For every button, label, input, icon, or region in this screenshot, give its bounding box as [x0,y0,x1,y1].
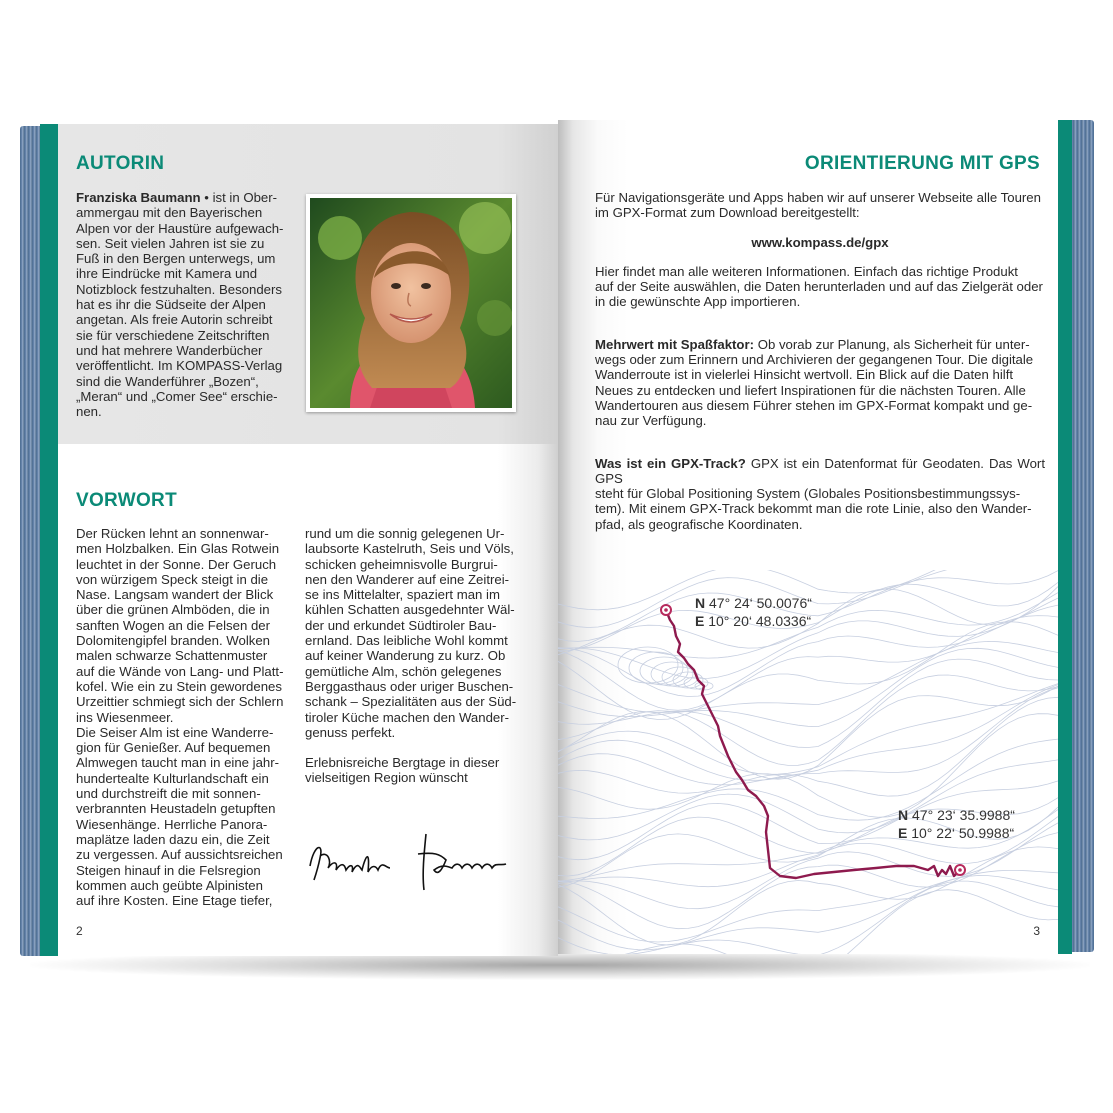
author-portrait-image [310,198,512,408]
foreword-line: rund um die sonnig gelegenen Ur- [305,526,505,541]
author-line: veröffentlicht. Im KOMPASS-Verlag [76,358,283,374]
gps-heading: ORIENTIERUNG MIT GPS [804,153,1040,174]
left-page [58,124,558,956]
gpx-line: GPX ist ein Datenformat für Geodaten. Das Wort GPS [595,455,1045,486]
foreword-closing-line: vielseitigen Region wünscht [305,770,468,786]
foreword-line: Der Rücken lehnt an sonnenwar- [76,526,269,541]
gpx-line: tem). Mit einem GPX-Track bekommt man die rote Linie, also den Wander- [595,501,1032,517]
foreword-line: nen den Wanderer auf eine Zeitrei- [305,571,510,587]
foreword-line: Dolomitengipfel branden. Wolken [76,633,271,649]
foreword-line: Steigen hinauf in die Felsregion [76,862,261,878]
mehrwert-line: Wanderroute ist in vielerlei Hinsicht wertvoll. Ein Blick auf die Daten hilft [595,367,1014,383]
author-heading: AUTORIN [76,153,165,174]
author-line: Fuß in den Bergen unterwegs, um [76,251,276,267]
author-line: sen. Seit vielen Jahren ist sie zu [76,235,265,251]
right-page-number: 3 [1033,924,1040,938]
foreword-line: Die Seiser Alm ist eine Wanderre- [76,724,274,740]
foreword-line: gion für Genießer. Auf bequemen [76,740,271,756]
foreword-line: Nase. Langsam wandert der Blick [76,587,274,603]
foreword-line: maplätze laden dazu ein, die Zeit [76,831,270,847]
author-text [76,190,298,419]
foreword-line: genuss perfekt. [305,724,396,740]
foreword-column-1 [76,526,292,908]
foreword-line: sanften Wogen an die Felsen der [76,617,271,633]
end-coordinates: N 47° 23‘ 35.9988“ E 10° 22‘ 50.9988“ [898,807,1015,841]
author-photo [306,194,516,412]
author-signature [306,824,516,894]
foreword-line: gemütliche Alm, schön gelegenes [305,663,502,679]
author-name: Franziska Baumann [76,190,201,205]
left-accent-strip [40,124,58,956]
mehrwert-line: Ob vorab zur Planung, als Sicherheit für unter- [757,336,1030,352]
mehrwert-line: Neues zu entdecken und liefert Inspirationen für die nächsten Touren. Alle [595,382,1026,398]
end-lat: 47° 23‘ 35.9988“ [912,807,1015,823]
info-line: auf der Seite auswählen, die Daten herunterladen und auf das Zielgerät oder [595,279,1043,295]
mehrwert-line: wegs oder zum Erinnern und Archivieren der gegangenen Tour. Die digitale [595,352,1034,368]
foreword-column-2 [305,526,520,786]
gps-intro [595,190,1045,532]
gpx-line: pfad, als geografische Koordinaten. [595,516,803,532]
foreword-line: auf ihre Kosten. Eine Etage tiefer, [76,893,273,909]
foreword-heading: VORWORT [76,490,177,511]
foreword-line: ins Wiesenmeer. [76,709,174,725]
author-line: ihre Eindrücke mit Kamera und [76,266,258,282]
foreword-line: men Holzbalken. Ein Glas Rotwein [76,541,280,557]
author-line: nen. [76,404,102,420]
author-line: angetan. Als freie Autorin schreibt [76,312,273,328]
author-line: ist in Ober- [212,190,278,205]
intro-line: im GPX-Format zum Download bereitgestellt: [595,205,860,221]
end-lon: 10° 22‘ 50.9988“ [911,825,1015,841]
foreword-line: Wiesenhänge. Herrliche Panora- [76,816,268,832]
gpx-url[interactable]: www.kompass.de/gpx [751,234,889,250]
mehrwert-label: Mehrwert mit Spaßfaktor: [595,336,755,352]
author-line: sie für verschiedene Zeitschriften [76,327,270,343]
mehrwert-paragraph [595,337,1045,429]
mehrwert-line: Wandertouren aus diesem Führer stehen im GPX-Format kompakt und ge- [595,397,1033,413]
mehrwert-line: nau zur Verfügung. [595,413,707,429]
gpx-label: Was ist ein GPX-Track? [595,455,746,471]
foreword-line: leuchtet in der Sonne. Der Geruch [76,556,277,572]
right-page [558,120,1058,954]
info-line: Hier findet man alle weiteren Informationen. Einfach das richtige Produkt [595,263,1018,279]
foreword-closing-line: Erlebnisreiche Bergtage in dieser [305,755,500,771]
foreword-line: schank – Spezialitäten aus der Süd- [305,694,517,710]
foreword-line: auf keiner Wanderung zu kurz. Ob [305,648,506,664]
foreword-line: laubsorte Kastelruth, Seis und Völs, [305,541,514,557]
author-line: ammergau mit den Bayerischen [76,205,263,221]
foreword-line: Urzeittier schmiegt sich der Schlern [76,694,284,710]
start-lon: 10° 20‘ 48.0336“ [708,613,812,629]
start-lat: 47° 24‘ 50.0076“ [709,595,812,611]
foreword-line: kühlen Schatten ausgedehnter Wäl- [305,602,515,618]
foreword-line: der und erkundet Südtiroler Bau- [305,617,497,633]
foreword-line: tiroler Küche machen den Wander- [305,709,510,725]
foreword-line: malen schwarze Schattenmuster [76,648,268,664]
foreword-line: se ins Mittelalter, spaziert man im [305,587,500,603]
author-line: sind die Wanderführer „Bozen“, [76,373,259,389]
author-line: „Meran“ und „Comer See“ erschie- [76,388,278,404]
foreword-line: und durchstreift die mit sonnen- [76,786,261,802]
foreword-line: Berggasthaus oder uriger Buschen- [305,678,514,694]
info-line: in die gewünschte App importieren. [595,294,801,310]
foreword-line: über die grünen Almböden, die in [76,602,270,618]
foreword-line: von würzigem Speck steigt in die [76,571,269,587]
author-line: Notizblock festzuhalten. Besonders [76,281,282,297]
foreword-line: ernland. Das leibliche Wohl kommt [305,633,508,649]
author-bullet: • [204,190,209,205]
start-coordinates: N 47° 24‘ 50.0076“ E 10° 20‘ 48.0336“ [695,595,812,629]
right-accent-strip [1058,120,1072,954]
gpx-paragraph [595,456,1045,532]
foreword-line: verbrannten Heustadeln getupften [76,801,276,817]
author-line: und hat mehrere Wanderbücher [76,342,263,358]
left-page-number: 2 [76,924,83,938]
gpx-line: steht für Global Positioning System (Globales Positionsbestimmungssys- [595,486,1021,502]
intro-line: Für Navigationsgeräte und Apps haben wir auf unserer Webseite alle Touren [595,190,1041,205]
foreword-line: kommen auch geübte Alpinisten [76,877,263,893]
author-line: Alpen vor der Haustüre aufgewach- [76,220,284,236]
foreword-line: auf die Wände von Lang- und Platt- [76,663,284,679]
author-line: hat es ihr die Südseite der Alpen [76,297,266,313]
foreword-line: kofel. Wie ein zu Stein gewordenes [76,678,282,694]
foreword-line: schicken geheimnisvolle Burgrui- [305,556,498,572]
foreword-line: Almwegen taucht man in eine jahr- [76,755,280,771]
foreword-line: zu vergessen. Auf aussichtsreichen [76,847,283,863]
foreword-line: hundertealte Kulturlandschaft ein [76,770,269,786]
